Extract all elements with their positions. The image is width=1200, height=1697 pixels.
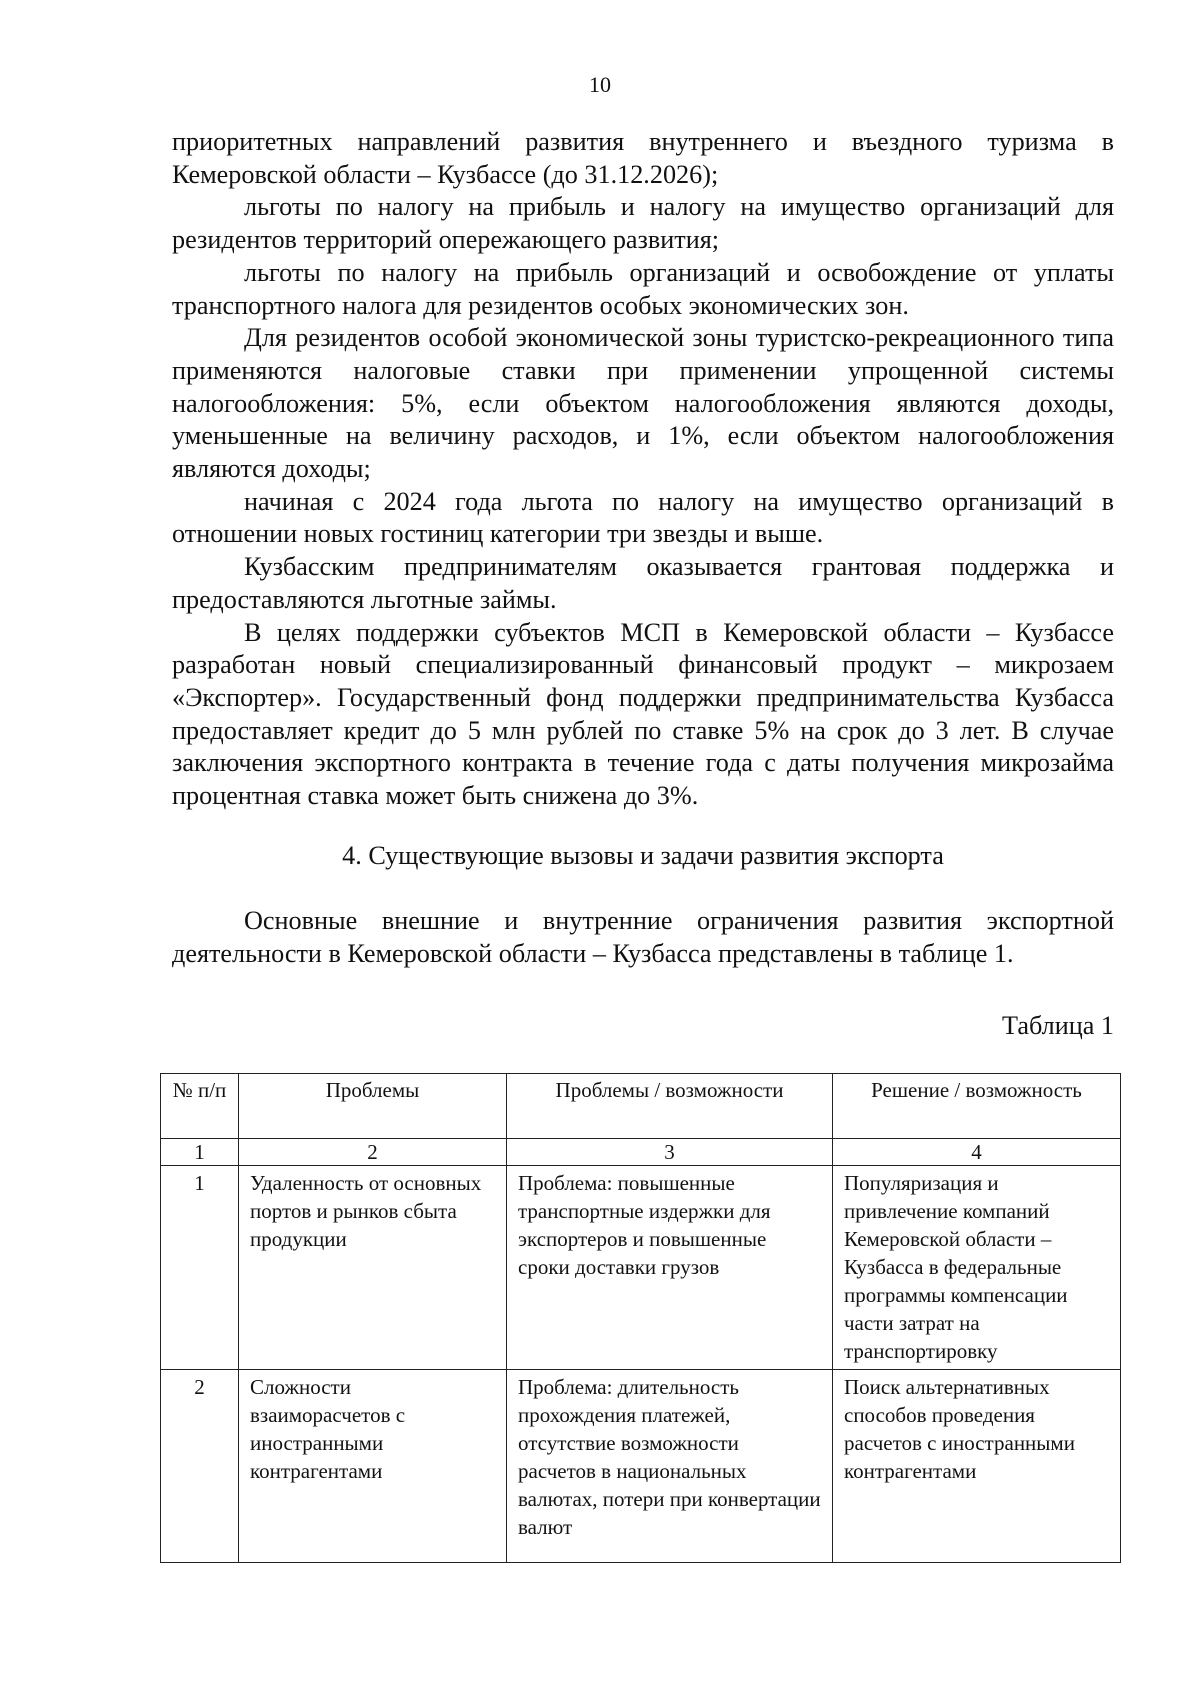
header-cell-solution: Решение / возможность [833, 1074, 1121, 1139]
column-number-cell: 3 [507, 1139, 833, 1166]
problems-table [160, 1073, 1121, 1563]
intro-text [172, 905, 1114, 970]
table-row [161, 1370, 1121, 1563]
row-number-cell: 1 [161, 1166, 239, 1370]
paragraph: льготы по налогу на прибыль организаций и освобождение от уплаты транспортного налога для резидентов особых экономических зон. [172, 257, 1114, 320]
header-cell-number: № п/п [161, 1074, 239, 1139]
solution-cell: Популяризация и привлечение компаний Кемеровской области – Кузбасса в федеральные программы компенсации части затрат на транспортировку [833, 1166, 1121, 1370]
header-cell-problems: Проблемы [239, 1074, 507, 1139]
table-row [161, 1166, 1121, 1370]
problem-cell: Сложности взаиморасчетов с иностранными контрагентами [239, 1370, 507, 1563]
problem-opportunity-cell: Проблема: повышенные транспортные издержки для экспортеров и повышенные сроки доставки грузов [507, 1166, 833, 1370]
paragraph: начиная с 2024 года льгота по налогу на имущество организаций в отношении новых гостиниц категории три звезды и выше. [172, 486, 1114, 549]
paragraph: В целях поддержки субъектов МСП в Кемеровской области – Кузбассе разработан новый специализированный финансовый продукт – микрозаем «Экспортер». Государственный фонд поддержки предпринимательства Кузбасса предоставляет кредит до 5 млн рублей по ставке 5% на срок до 3 лет. В случае заключения экспортного контракта в течение года с даты получения микрозайма процентная ставка может быть снижена до 3%. [172, 617, 1114, 811]
solution-cell: Поиск альтернативных способов проведения расчетов с иностранными контрагентами [833, 1370, 1121, 1563]
table-column-numbers-row [161, 1139, 1121, 1166]
paragraph: приоритетных направлений развития внутреннего и въездного туризма в Кемеровской области – Кузбассе (до 31.12.2026); [172, 127, 1114, 189]
column-number-cell: 2 [239, 1139, 507, 1166]
problem-cell: Удаленность от основных портов и рынков сбыта продукции [239, 1166, 507, 1370]
column-number-cell: 4 [833, 1139, 1121, 1166]
section-heading: 4. Существующие вызовы и задачи развития экспорта [342, 841, 944, 870]
header-cell-problems-opportunities: Проблемы / возможности [507, 1074, 833, 1139]
page-number: 10 [589, 72, 611, 97]
problem-opportunity-cell: Проблема: длительность прохождения платежей, отсутствие возможности расчетов в национальных валютах, потери при конвертации валют [507, 1370, 833, 1563]
table-header-row [161, 1074, 1121, 1139]
body-text [172, 126, 1114, 813]
row-number-cell: 2 [161, 1370, 239, 1563]
paragraph: Для резидентов особой экономической зоны туристско-рекреационного типа применяются налоговые ставки при применении упрощенной системы налогообложения: 5%, если объектом налогообложения являются доходы, уменьшенные на величину расходов, и 1%, если объектом налогообложения являются доходы; [172, 323, 1114, 484]
paragraph: льготы по налогу на прибыль и налогу на имущество организаций для резидентов территорий опережающего развития; [172, 192, 1114, 255]
table-caption: Таблица 1 [1002, 1011, 1114, 1040]
column-number-cell: 1 [161, 1139, 239, 1166]
paragraph: Кузбасским предпринимателям оказывается грантовая поддержка и предоставляются льготные займы. [172, 552, 1114, 614]
intro-paragraph: Основные внешние и внутренние ограничения развития экспортной деятельности в Кемеровской области – Кузбасса представлены в таблице 1. [172, 906, 1114, 968]
